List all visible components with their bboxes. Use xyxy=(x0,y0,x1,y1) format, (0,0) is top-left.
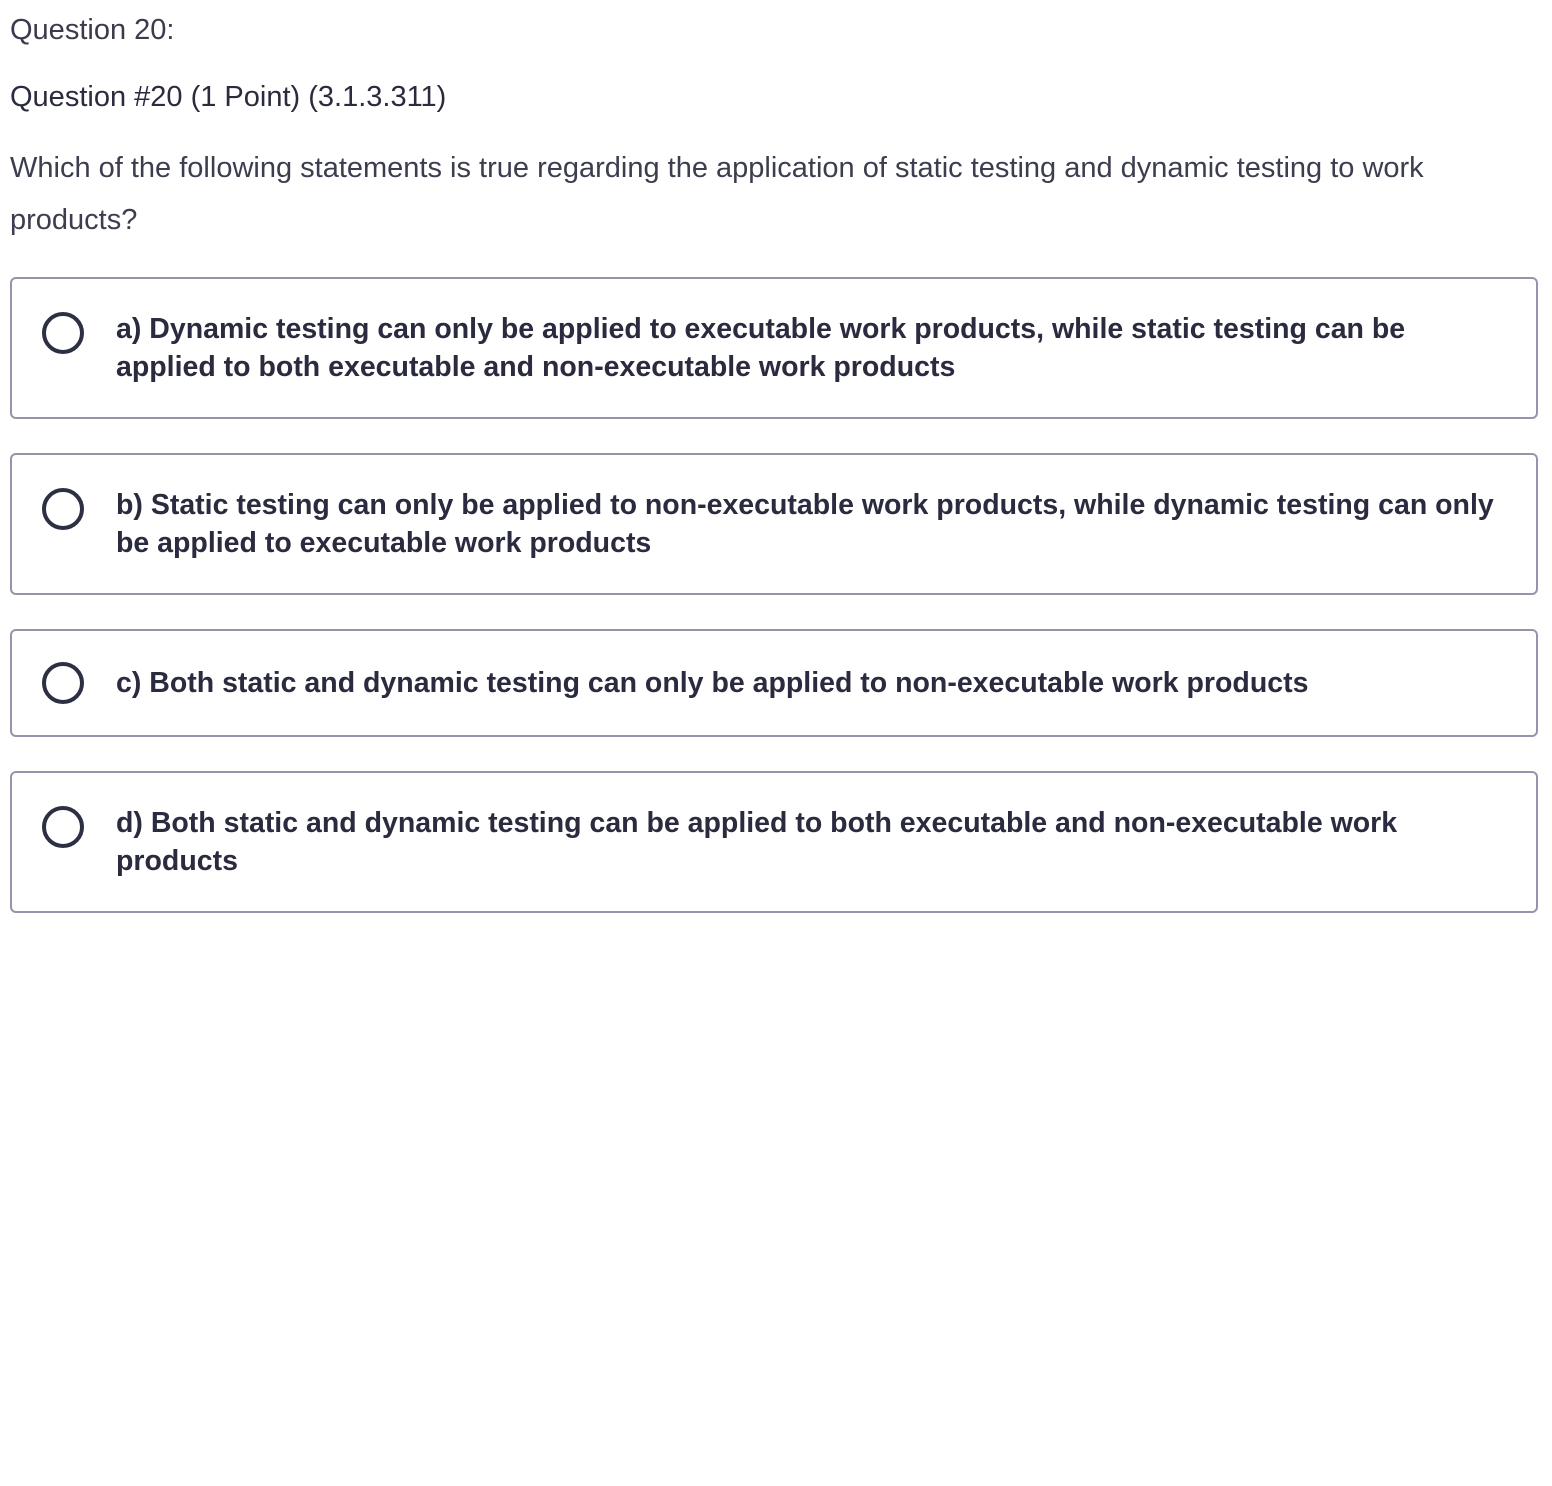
option-b[interactable] xyxy=(10,453,1538,595)
radio-icon[interactable] xyxy=(42,662,84,704)
option-label: d) Both static and dynamic testing can be applied to both executable and non-executable work products xyxy=(116,807,1398,877)
question-meta-heading: Question #20 (1 Point) (3.1.3.311) xyxy=(10,81,447,113)
option-label: c) Both static and dynamic testing can only be applied to non-executable work products xyxy=(116,667,1309,699)
option-label: b) Static testing can only be applied to non-executable work products, while dynamic testing can only be applied to executable work products xyxy=(116,489,1494,559)
option-d[interactable] xyxy=(10,771,1538,913)
question-text: Which of the following statements is true regarding the application of static testing and dynamic testing to work products? xyxy=(10,152,1424,236)
radio-icon[interactable] xyxy=(42,488,84,530)
radio-icon[interactable] xyxy=(42,312,84,354)
radio-icon[interactable] xyxy=(42,806,84,848)
option-a[interactable] xyxy=(10,277,1538,419)
question-number-heading: Question 20: xyxy=(10,14,175,46)
answer-options xyxy=(10,277,1538,947)
option-c[interactable] xyxy=(10,629,1538,737)
option-label: a) Dynamic testing can only be applied to executable work products, while static testing can be applied to both executable and non-executable work products xyxy=(116,313,1406,383)
